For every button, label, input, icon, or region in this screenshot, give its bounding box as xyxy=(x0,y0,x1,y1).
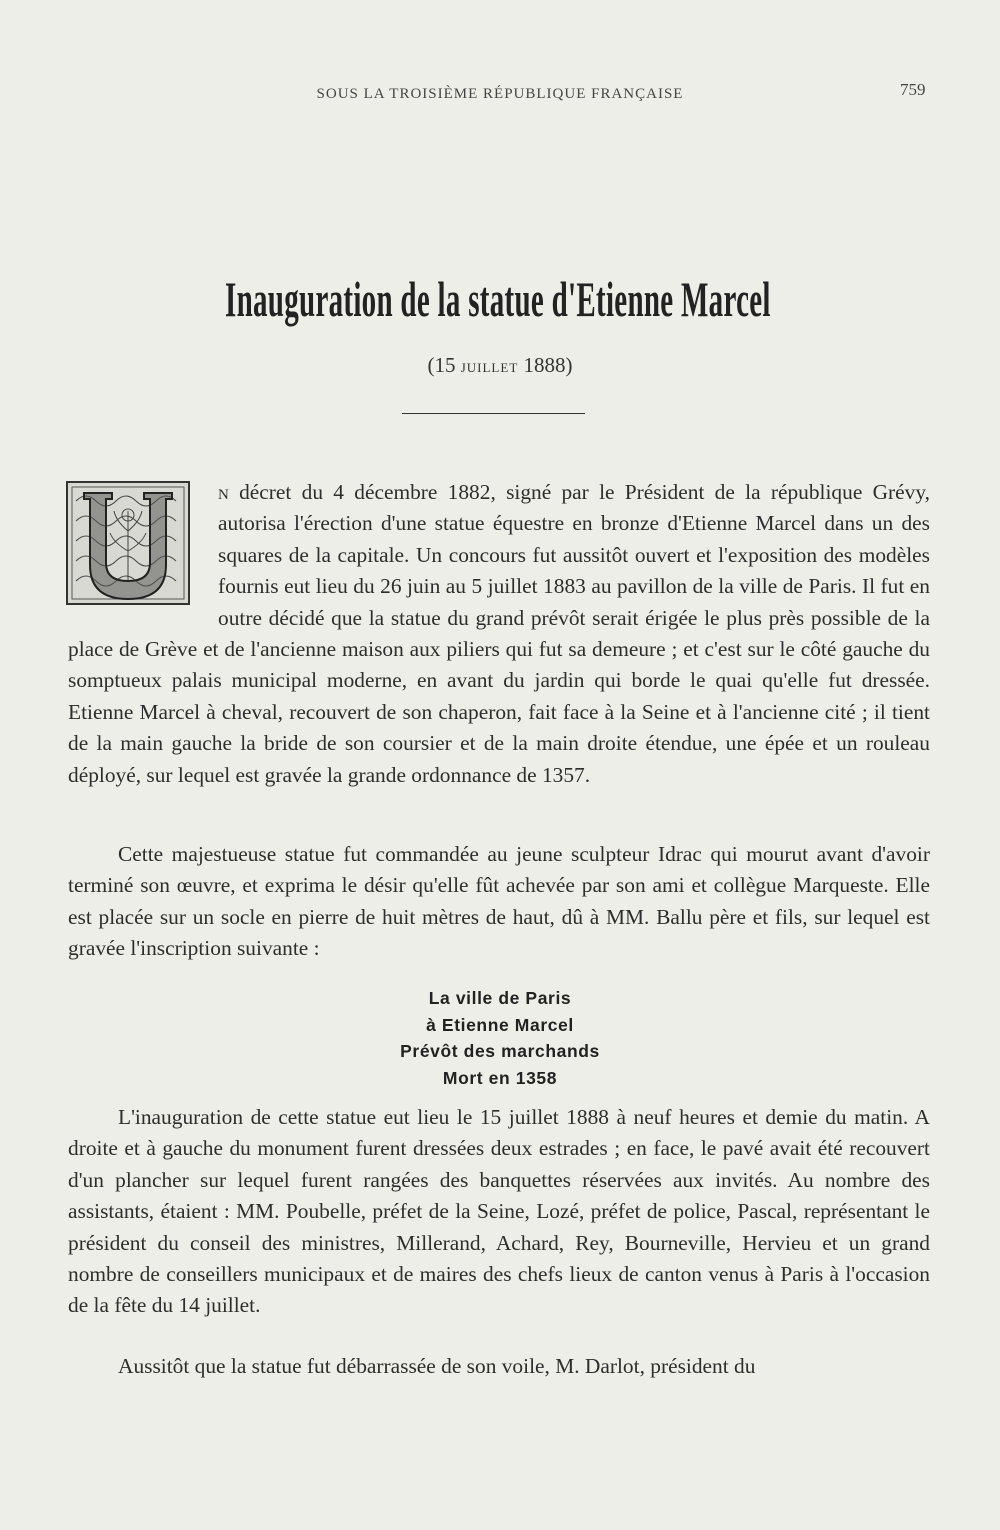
article-date xyxy=(0,353,1000,378)
paragraph-3 xyxy=(68,1102,930,1322)
paragraph-2-text: Cette majestueuse statue fut commandée au jeune sculpteur Idrac qui mourut avant d'avoir terminé son œuvre, et exprima le désir qu'elle fût achevée par son ami et collègue Marqueste. Elle est placée sur un socle en pierre de huit mètres de haut, dû à MM. Ballu père et fils, sur lequel est gravée l'inscription suivante : xyxy=(68,842,930,961)
paragraph-3-text: L'inauguration de cette statue eut lieu le 15 juillet 1888 à neuf heures et demie du matin. A droite et à gauche du monument furent dressées deux estrades ; en face, le pavé avait été recouvert d'un plancher sur lequel furent rangées des banquettes réservées aux invités. Au nombre des assistants, étaient : MM. Poubelle, préfet de la Seine, Lozé, préfet de police, Pascal, représentant le président du conseil des ministres, Millerand, Achard, Rey, Bourneville, Hervieu et un grand nombre de conseillers municipaux et de maires des chefs lieux de canton venus à Paris à l'occasion de la fête du 14 juillet. xyxy=(68,1105,930,1318)
article-title: Inauguration de la statue d'Etienne Marcel xyxy=(225,271,771,327)
inscription-line: La ville de Paris xyxy=(428,988,572,1008)
date-year: 1888) xyxy=(523,353,573,377)
inscription-line: à Etienne Marcel xyxy=(426,1014,574,1035)
page-number: 759 xyxy=(900,80,926,99)
date-open: (15 xyxy=(427,353,456,377)
paragraph-1 xyxy=(68,477,930,791)
lead-word: n xyxy=(218,480,229,504)
ornamental-initial-u-icon xyxy=(66,481,190,605)
paragraph-1-text: décret du 4 décembre 1882, signé par le Président de la république Grévy, autorisa l'érection d'une statue équestre en bronze d'Etienne Marcel dans un des squares de la capitale. Un concours fut aussitôt ouvert et l'exposition des modèles fournis eut lieu du 26 juin au 5 juillet 1883 au pavillon de la ville de Paris. Il fut en outre décidé que la statue du grand prévôt serait érigée le plus près possible de la place de Grève et de l'ancienne maison aux piliers qui fut sa demeure ; et c'est sur le côté gauche du somptueux palais municipal moderne, en avant du jardin qui borde le quai qu'elle fut dressée. Etienne Marcel à cheval, recouvert de son chaperon, fait face à la Seine et à l'ancienne cité ; il tient de la main gauche la bride de son coursier et de la main droite étendue, une épée et un rouleau déployé, sur lequel est gravée la grande ordonnance de 1357. xyxy=(68,480,930,787)
title-divider xyxy=(402,413,585,414)
paragraph-4-text: Aussitôt que la statue fut débarrassée de son voile, M. Darlot, président du xyxy=(118,1354,756,1378)
statue-inscription xyxy=(0,985,1000,1091)
paragraph-4 xyxy=(68,1351,930,1382)
paragraph-2 xyxy=(68,839,930,965)
running-head: SOUS LA TROISIÈME RÉPUBLIQUE FRANÇAISE xyxy=(316,86,684,102)
inscription-line: Prévôt des marchands xyxy=(400,1041,600,1061)
date-month: juillet xyxy=(460,356,519,377)
inscription-line: Mort en 1358 xyxy=(442,1067,558,1088)
